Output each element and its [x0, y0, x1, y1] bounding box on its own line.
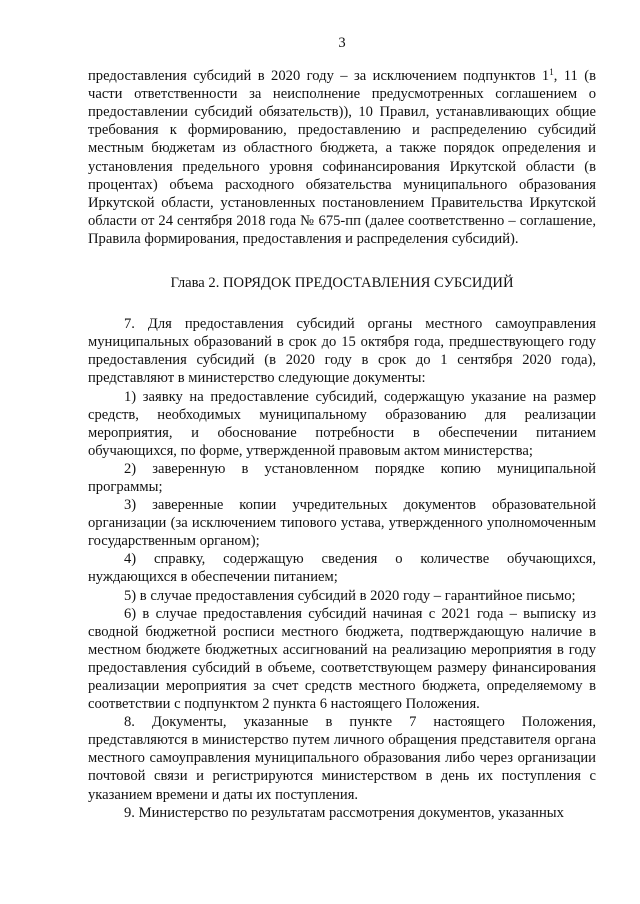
list-item-3: 3) заверенные копии учредительных документов образовательной организации (за исключением типового устава, утвержденного уполномоченным государственным органом);: [88, 497, 596, 550]
intro-text-end: , 11 (в части ответственности за неисполнение предусмотренных соглашением о предоставлении субсидий обязательств)), 10 Правил, устанавливающих общие требования к формированию, предоставлению и распределению субсидий местным бюджетам из областного бюджета, а также порядок определения и установления предельного уровня софинансирования Иркутской области (в процентах) объема расходного обязательства муниципального образования Иркутской области, установленных постановлением Правительства Иркутской области от 24 сентября 2018 года № 675-пп (далее соответственно – соглашение, Правила формирования, предоставления и распределения субсидий).: [88, 68, 596, 247]
list-item-2: 2) заверенную в установленном порядке копию муниципальной программы;: [88, 460, 596, 495]
list-item-6: 6) в случае предоставления субсидий начиная с 2021 года – выписку из сводной бюджетной росписи местного бюджета, подтверждающую наличие в местном бюджете бюджетных ассигнований на реализацию мероприятия в году предоставления субсидий в объеме, соответствующем размеру финансирования реализации мероприятия за счет средств местного бюджета, определяемому в соответствии с подпунктом 2 пункта 6 настоящего Положения.: [88, 605, 596, 713]
list-item-1: 1) заявку на предоставление субсидий, содержащую указание на размер средств, необходимых муниципальному образованию для реализации мероприятия, и обоснование потребности в обеспечении питанием обучающихся, по форме, утвержденной правовым актом министерства;: [88, 388, 596, 459]
chapter-heading: Глава 2. ПОРЯДОК ПРЕДОСТАВЛЕНИЯ СУБСИДИЙ: [170, 275, 514, 292]
document-page: [88, 34, 596, 822]
intro-text-start: предоставления субсидий в 2020 году – за исключением подпунктов 1: [88, 68, 550, 85]
list-item-4: 4) справку, содержащую сведения о количестве обучающихся, нуждающихся в обеспечении питанием;: [88, 551, 596, 586]
intro-superscript: 1: [549, 67, 554, 78]
intro-paragraph: [88, 67, 596, 248]
paragraph-8: 8. Документы, указанные в пункте 7 настоящего Положения, представляются в министерство путем личного обращения представителя органа местного самоуправления муниципального образования либо через организации почтовой связи и регистрируются министерством в день их поступления с указанием времени и даты их поступления.: [88, 714, 596, 803]
paragraph-9: 9. Министерство по результатам рассмотрения документов, указанных: [124, 804, 564, 821]
paragraph-7: 7. Для предоставления субсидий органы местного самоуправления муниципальных образований в срок до 15 октября года, предшествующего году предоставления субсидий (в 2020 году в срок до 1 сентября 2020 года), представляют в министерство следующие документы:: [88, 316, 596, 387]
list-item-5: 5) в случае предоставления субсидий в 2020 году – гарантийное письмо;: [124, 587, 576, 604]
page-number: 3: [338, 35, 346, 51]
